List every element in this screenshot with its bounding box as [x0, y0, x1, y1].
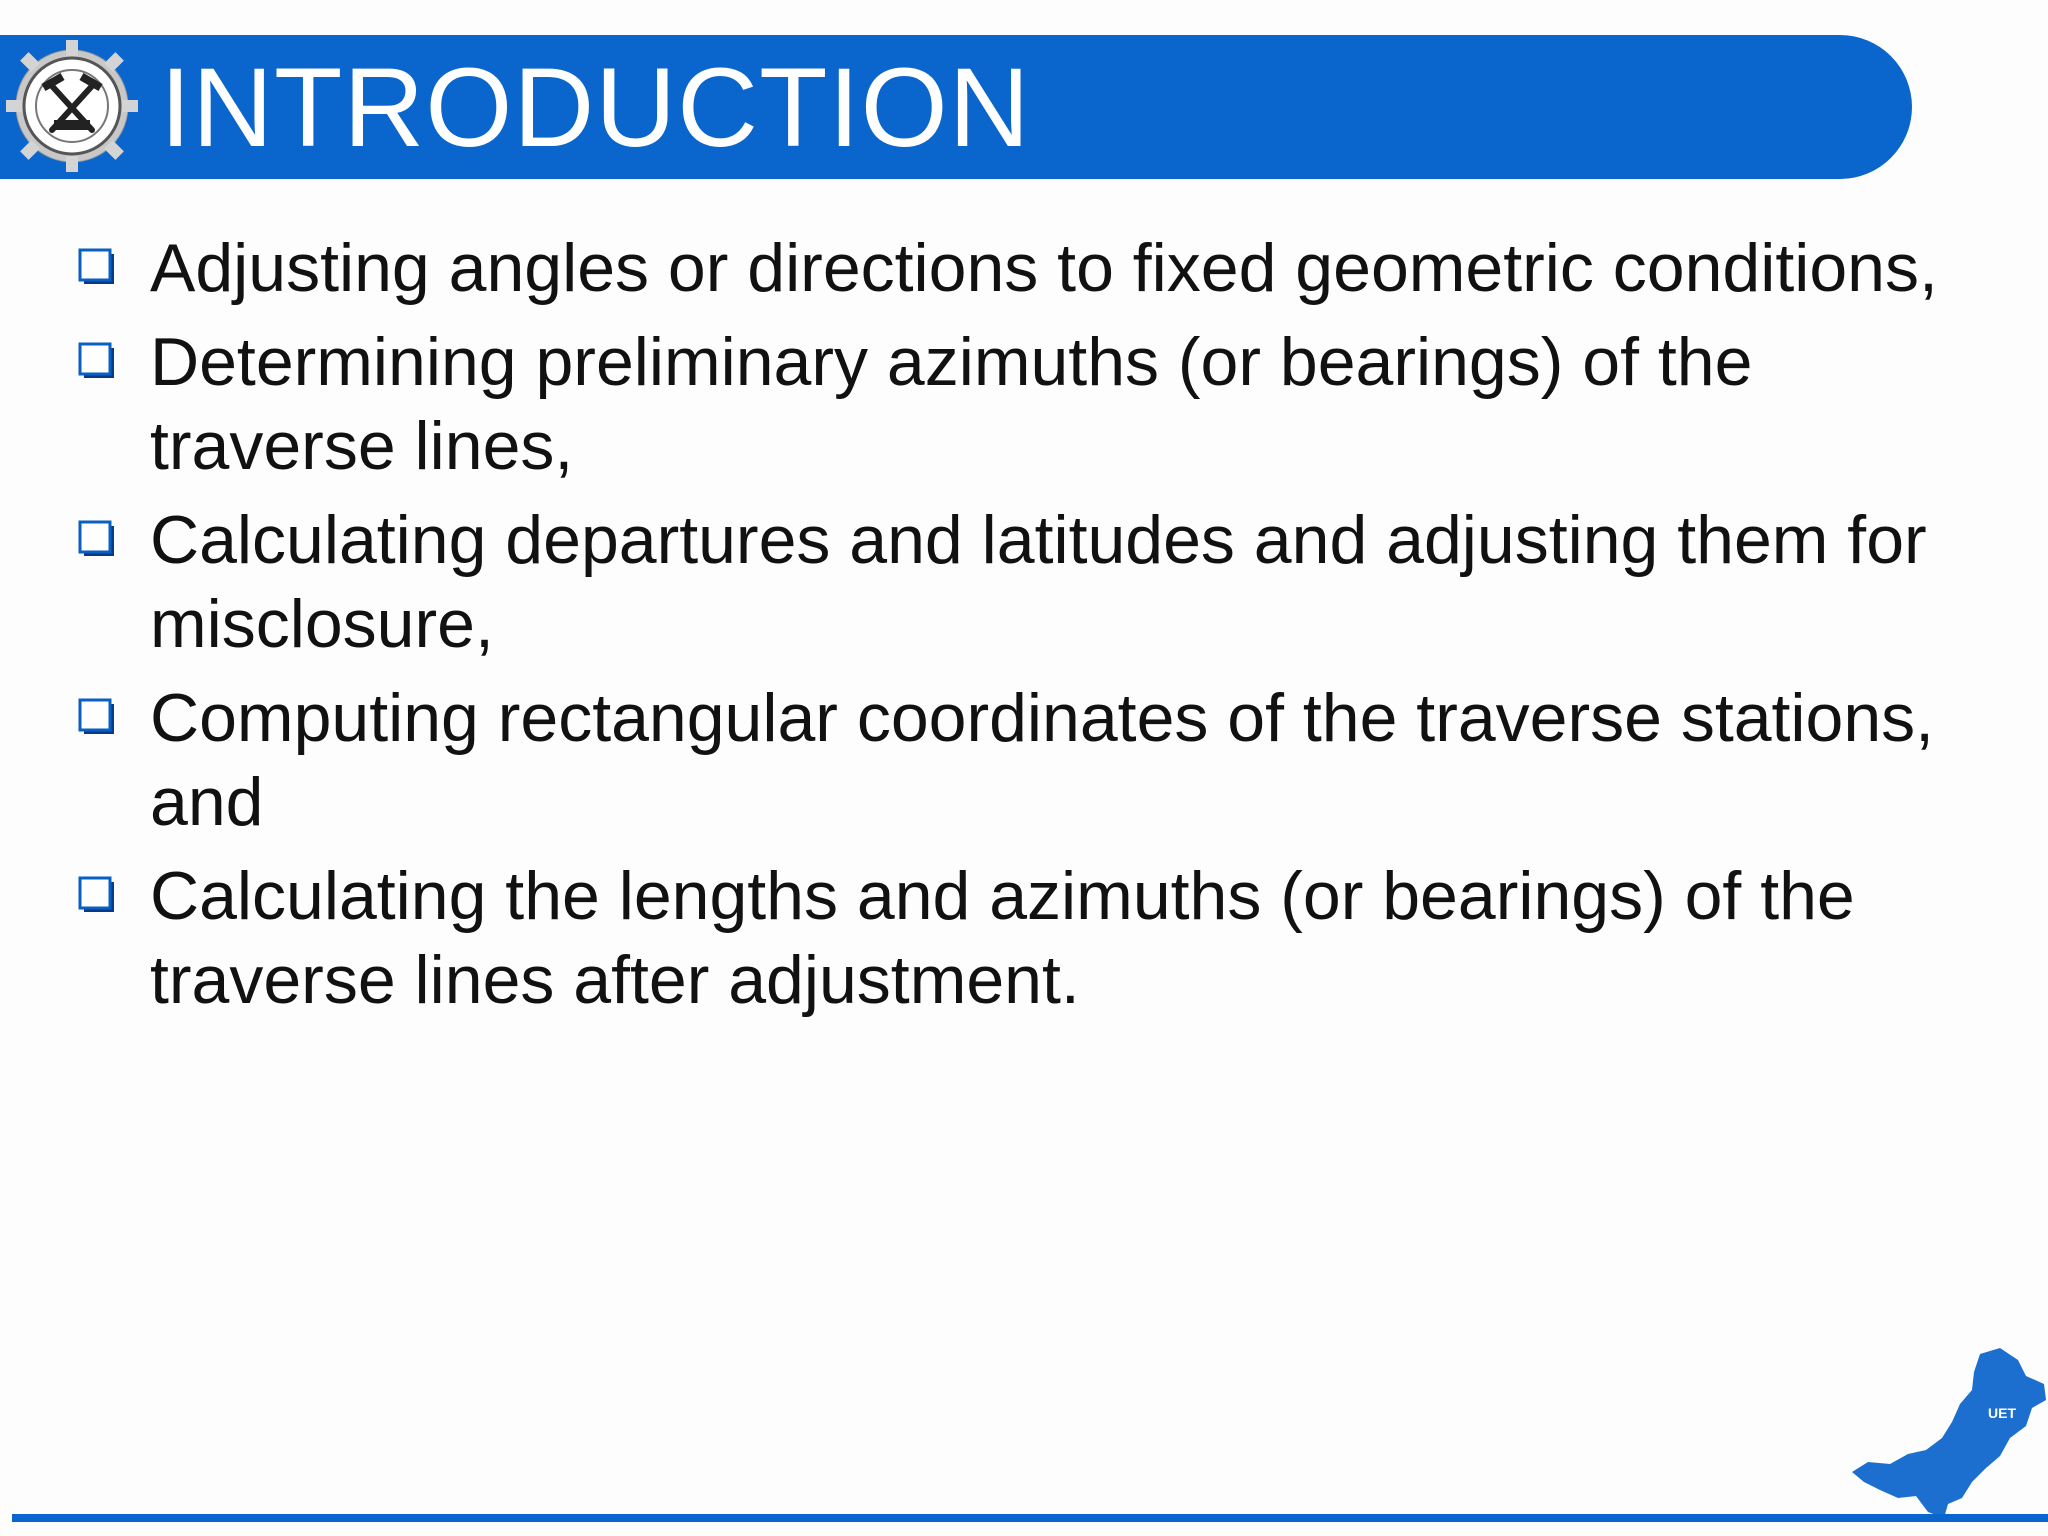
- list-item: [74, 226, 2004, 310]
- checkbox-bullet-icon: [78, 876, 116, 914]
- checkbox-bullet-icon: [78, 342, 116, 380]
- checkbox-bullet-icon: [78, 248, 116, 286]
- checkbox-bullet-icon: [78, 520, 116, 558]
- list-item: [74, 676, 2004, 844]
- pakistan-map-icon: [1850, 1346, 2048, 1520]
- list-item: [74, 854, 2004, 1022]
- university-seal-icon: [4, 38, 140, 174]
- bullet-text: Calculating departures and latitudes and adjusting them for misclosure,: [150, 502, 1927, 662]
- bullet-text: Determining preliminary azimuths (or bearings) of the traverse lines,: [150, 324, 1753, 484]
- checkbox-bullet-icon: [78, 698, 116, 736]
- map-label: UET: [1988, 1405, 2016, 1421]
- bullet-list: [74, 226, 2004, 1032]
- list-item: [74, 498, 2004, 666]
- list-item: [74, 320, 2004, 488]
- bullet-text: Calculating the lengths and azimuths (or bearings) of the traverse lines after adjustment.: [150, 858, 1855, 1018]
- bullet-text: Adjusting angles or directions to fixed geometric conditions,: [150, 230, 1938, 306]
- bottom-divider: [12, 1514, 2048, 1522]
- page-title: INTRODUCTION: [160, 45, 1031, 170]
- bullet-text: Computing rectangular coordinates of the traverse stations, and: [150, 680, 1935, 840]
